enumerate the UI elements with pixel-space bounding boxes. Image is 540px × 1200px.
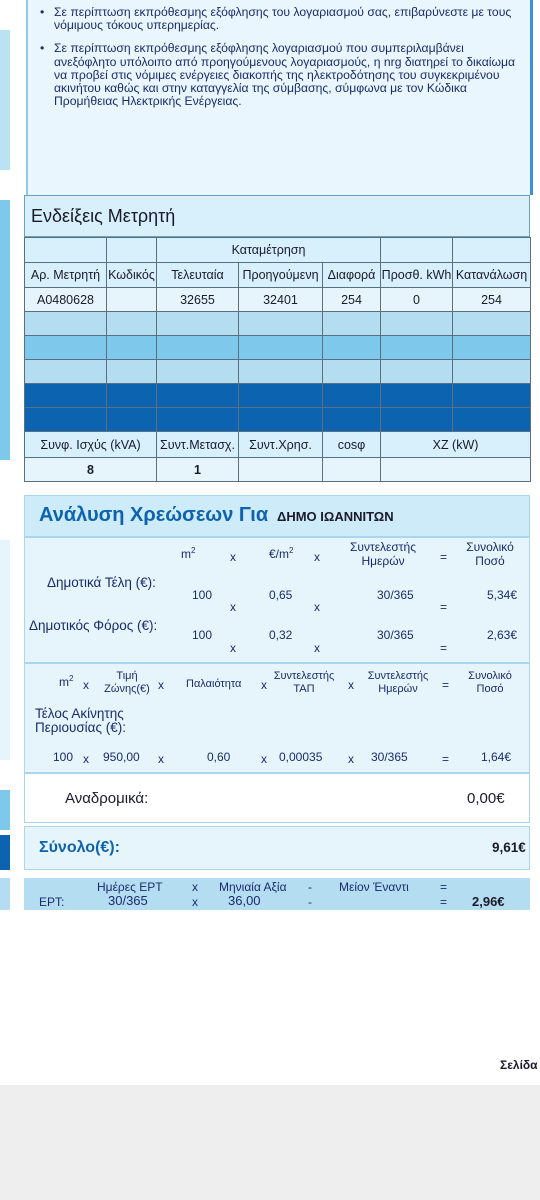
left-edge-strip [0, 30, 10, 170]
col-m2: $m^2$ [181, 546, 196, 561]
ert-days: 30/365 [108, 893, 148, 908]
table-header [25, 263, 531, 288]
total-value: 9,61€ [492, 840, 526, 855]
prop-col-m2: $m^2$ [59, 674, 74, 689]
col-eur-per-m2: $€/m^2$ [269, 546, 294, 561]
municipal-tax-days: 30/365 [377, 628, 414, 642]
difference-value: 254 [323, 288, 381, 312]
eq-op: = [440, 880, 448, 894]
times-op: x [192, 880, 198, 894]
charges-title-bar [24, 495, 530, 537]
times-op: x [314, 550, 320, 564]
times-op: x [230, 641, 236, 655]
eq-op: = [440, 641, 448, 655]
col-total: Συνολικό Ποσό [466, 540, 514, 568]
municipal-fees-rate: 0,65 [269, 588, 293, 602]
retroactive-value: 0,00€ [467, 790, 505, 807]
table-header-group [25, 238, 531, 263]
left-edge-strip [0, 878, 10, 910]
ert-box [24, 878, 530, 910]
prop-col-days-factor: Συντελεστής Ημερών [367, 670, 429, 695]
eq-op: = [440, 895, 448, 909]
left-edge-strip [0, 200, 10, 460]
times-op: x [261, 678, 267, 692]
col-cos-phi: cosφ [323, 432, 381, 458]
right-edge-line [530, 0, 533, 195]
prop-col-total: Συνολικό Ποσό [468, 670, 512, 695]
left-edge-strip [0, 790, 10, 830]
times-op: x [83, 678, 89, 692]
col-code: Κωδικός [107, 263, 157, 288]
times-op: x [348, 678, 354, 692]
left-edge-strip [0, 540, 10, 760]
eq-op: = [440, 600, 448, 614]
ert-col-monthly: Μηνιαία Αξία [219, 880, 287, 894]
ert-col-days: Ημέρες ΕΡΤ [97, 880, 163, 894]
property-m2: 100 [53, 750, 74, 764]
retroactive-label: Αναδρομικά: [65, 790, 149, 807]
col-contracted-power: Συνφ. Ισχύς (kVA) [25, 432, 157, 458]
total-box [24, 826, 530, 870]
code-value [107, 288, 157, 312]
added-kwh-value: 0 [381, 288, 453, 312]
prop-col-zone-price: Τιμή Ζώνης(€) [104, 670, 150, 695]
property-days: 30/365 [371, 750, 408, 764]
ert-monthly: 36,00 [228, 893, 261, 908]
municipal-tax-label: Δημοτικός Φόρος (€): [29, 618, 158, 633]
times-op: x [230, 600, 236, 614]
times-op: x [83, 752, 89, 766]
col-difference: Διαφορά [323, 263, 381, 288]
prop-col-age: Παλαιότητα [186, 678, 242, 690]
meter-readings-section [24, 195, 530, 482]
col-days-factor: Συντελεστής Ημερών [349, 540, 417, 568]
payment-notices [26, 0, 530, 195]
col-consumption: Κατανάλωση [453, 263, 531, 288]
times-op: x [348, 752, 354, 766]
municipal-fees-m2: 100 [192, 588, 213, 602]
minus-op: - [308, 880, 312, 894]
property-tap: 0,00035 [279, 750, 323, 764]
times-op: x [230, 550, 236, 564]
meter-footer-values [25, 458, 531, 482]
col-transformer-factor: Συντ.Μετασχ. [157, 432, 239, 458]
ert-total: 2,96€ [472, 894, 505, 909]
ert-col-minus-advance: Μείον Έναντι [339, 880, 409, 894]
municipal-fees-label: Δημοτικά Τέλη (€): [47, 575, 156, 590]
property-total: 1,64€ [481, 750, 512, 764]
municipality-name: ΔΗΜΟ ΙΩΑΝΝΙΤΩΝ [277, 509, 394, 524]
transformer-factor-value: 1 [157, 458, 239, 482]
charges-title: Ανάλυση Χρεώσεων Για [39, 504, 269, 526]
eq-op: = [440, 550, 448, 564]
late-payment-notice: • Σε περίπτωση εκπρόθεσμης εξόφλησης του λογαριασμού σας, επιβαρύνεστε με τους νόμιμους τόκους υπερημερίας. [40, 6, 520, 32]
measurement-group-header: Καταμέτρηση [157, 238, 381, 263]
col-meter-number: Αρ. Μετρητή [25, 263, 107, 288]
eq-op: = [442, 678, 450, 692]
page-number-label: Σελίδα [500, 1058, 538, 1072]
retroactive-box [24, 773, 530, 823]
disconnection-notice: • Σε περίπτωση εκπρόθεσμης εξόφλησης λογαριασμού που συμπεριλαμβάνει ανεξόφλητο υπόλοιπο από προηγούμενους λογαριασμούς, η nrg διατηρεί το δικαίωμα να προβεί στις νόμιμες ενέργειες διακοπής της ηλεκτροδότησης του συγκεκριμένου ακινήτου καθώς και στην καταγγελία της σύμβασης, σύμφωνα με τον Κώδικα Προμήθειας Ηλεκτρικής Ενέργειας. [40, 42, 520, 108]
property-tax-box [24, 663, 530, 773]
municipal-fees-days: 30/365 [377, 588, 414, 602]
minus-op: - [308, 895, 312, 909]
meter-readings-title: Ενδείξεις Μετρητή [24, 195, 530, 237]
table-row-empty [25, 408, 531, 432]
col-usage-factor: Συντ.Χρησ. [239, 432, 323, 458]
municipal-charges-box [24, 537, 530, 663]
last-reading-value: 32655 [157, 288, 239, 312]
times-op: x [158, 752, 164, 766]
municipal-tax-total: 2,63€ [487, 628, 518, 642]
municipal-tax-m2: 100 [192, 628, 213, 642]
times-op: x [314, 600, 320, 614]
total-label: Σύνολο(€): [39, 839, 120, 856]
previous-reading-value: 32401 [239, 288, 323, 312]
table-row-empty [25, 336, 531, 360]
ert-label: ΕΡΤ: [39, 895, 65, 909]
property-tax-label: Τέλος Ακίνητης Περιουσίας (€): [35, 706, 126, 735]
property-zone-price: 950,00 [103, 750, 140, 764]
contracted-power-value: 8 [25, 458, 157, 482]
meter-readings-table [24, 237, 531, 482]
table-row-empty [25, 384, 531, 408]
col-added-kwh: Προσθ. kWh [381, 263, 453, 288]
meter-footer-header [25, 432, 531, 458]
municipal-tax-rate: 0,32 [269, 628, 293, 642]
times-op: x [158, 678, 164, 692]
col-last-reading: Τελευταία [157, 263, 239, 288]
table-row-empty [25, 360, 531, 384]
col-xz-kw: ΧΖ (kW) [381, 432, 531, 458]
table-row-empty [25, 312, 531, 336]
left-edge-strip [0, 835, 10, 870]
property-age: 0,60 [207, 750, 231, 764]
times-op: x [314, 641, 320, 655]
meter-number-value: A0480628 [25, 288, 107, 312]
municipal-fees-total: 5,34€ [487, 588, 518, 602]
prop-col-tap-factor: Συντελεστής ΤΑΠ [273, 670, 335, 695]
times-op: x [261, 752, 267, 766]
times-op: x [192, 895, 198, 909]
col-previous-reading: Προηγούμενη [239, 263, 323, 288]
table-row [25, 288, 531, 312]
consumption-value: 254 [453, 288, 531, 312]
eq-op: = [442, 752, 450, 766]
